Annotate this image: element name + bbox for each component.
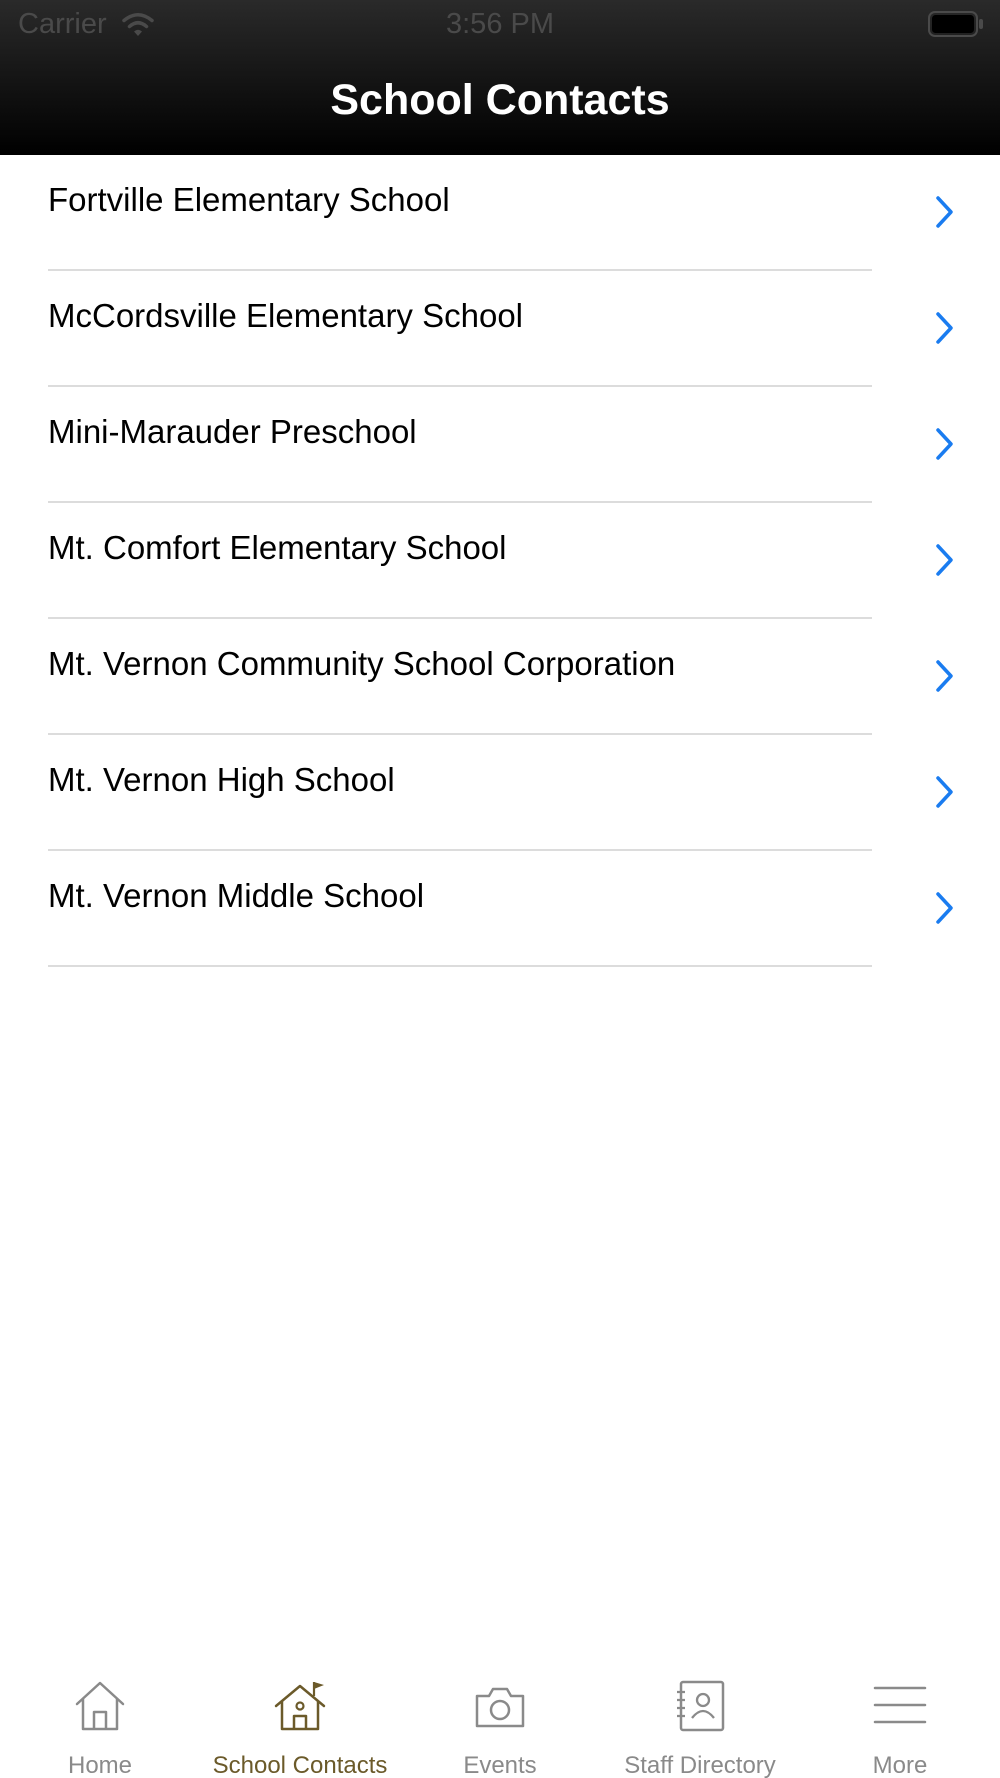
tab-label: Staff Directory (624, 1752, 776, 1778)
school-name: Mt. Vernon High School (48, 761, 395, 798)
school-icon (272, 1680, 328, 1732)
chevron-right-icon (934, 891, 956, 925)
school-name: McCordsville Elementary School (48, 297, 524, 334)
camera-icon (472, 1680, 528, 1732)
list-item-school[interactable] (0, 851, 1000, 967)
home-icon (72, 1680, 128, 1732)
tab-label: More (872, 1752, 928, 1778)
school-name: Mt. Vernon Community School Corporation (48, 645, 676, 682)
list-item-school[interactable] (0, 503, 1000, 619)
tab-more[interactable] (800, 1660, 1000, 1778)
school-name: Mt. Comfort Elementary School (48, 529, 507, 566)
chevron-right-icon (934, 659, 956, 693)
tab-home[interactable] (0, 1660, 200, 1778)
list-item-school[interactable] (0, 387, 1000, 503)
chevron-right-icon (934, 543, 956, 577)
row-divider (48, 965, 872, 967)
school-name: Mt. Vernon Middle School (48, 877, 425, 914)
list-item-school[interactable] (0, 271, 1000, 387)
navigation-header (0, 0, 1000, 155)
school-contacts-list (0, 155, 1000, 967)
status-bar (0, 0, 1000, 50)
chevron-right-icon (934, 195, 956, 229)
page-title: School Contacts (330, 76, 670, 124)
chevron-right-icon (934, 427, 956, 461)
tab-label: Events (463, 1752, 537, 1778)
clock-time: 3:56 PM (446, 8, 554, 40)
tab-label: Home (67, 1752, 133, 1778)
list-item-school[interactable] (0, 619, 1000, 735)
chevron-right-icon (934, 775, 956, 809)
list-item-school[interactable] (0, 155, 1000, 271)
chevron-right-icon (934, 311, 956, 345)
contact-book-icon (672, 1680, 728, 1732)
school-name: Fortville Elementary School (48, 181, 450, 218)
tab-staff-directory[interactable] (600, 1660, 800, 1778)
tab-bar (0, 1660, 1000, 1778)
tab-school-contacts[interactable] (200, 1660, 400, 1778)
menu-icon (872, 1680, 928, 1732)
tab-label: School Contacts (212, 1752, 388, 1778)
list-item-school[interactable] (0, 735, 1000, 851)
carrier-label: Carrier (18, 8, 107, 40)
school-name: Mini-Marauder Preschool (48, 413, 417, 450)
tab-events[interactable] (400, 1660, 600, 1778)
battery-icon (928, 11, 984, 37)
